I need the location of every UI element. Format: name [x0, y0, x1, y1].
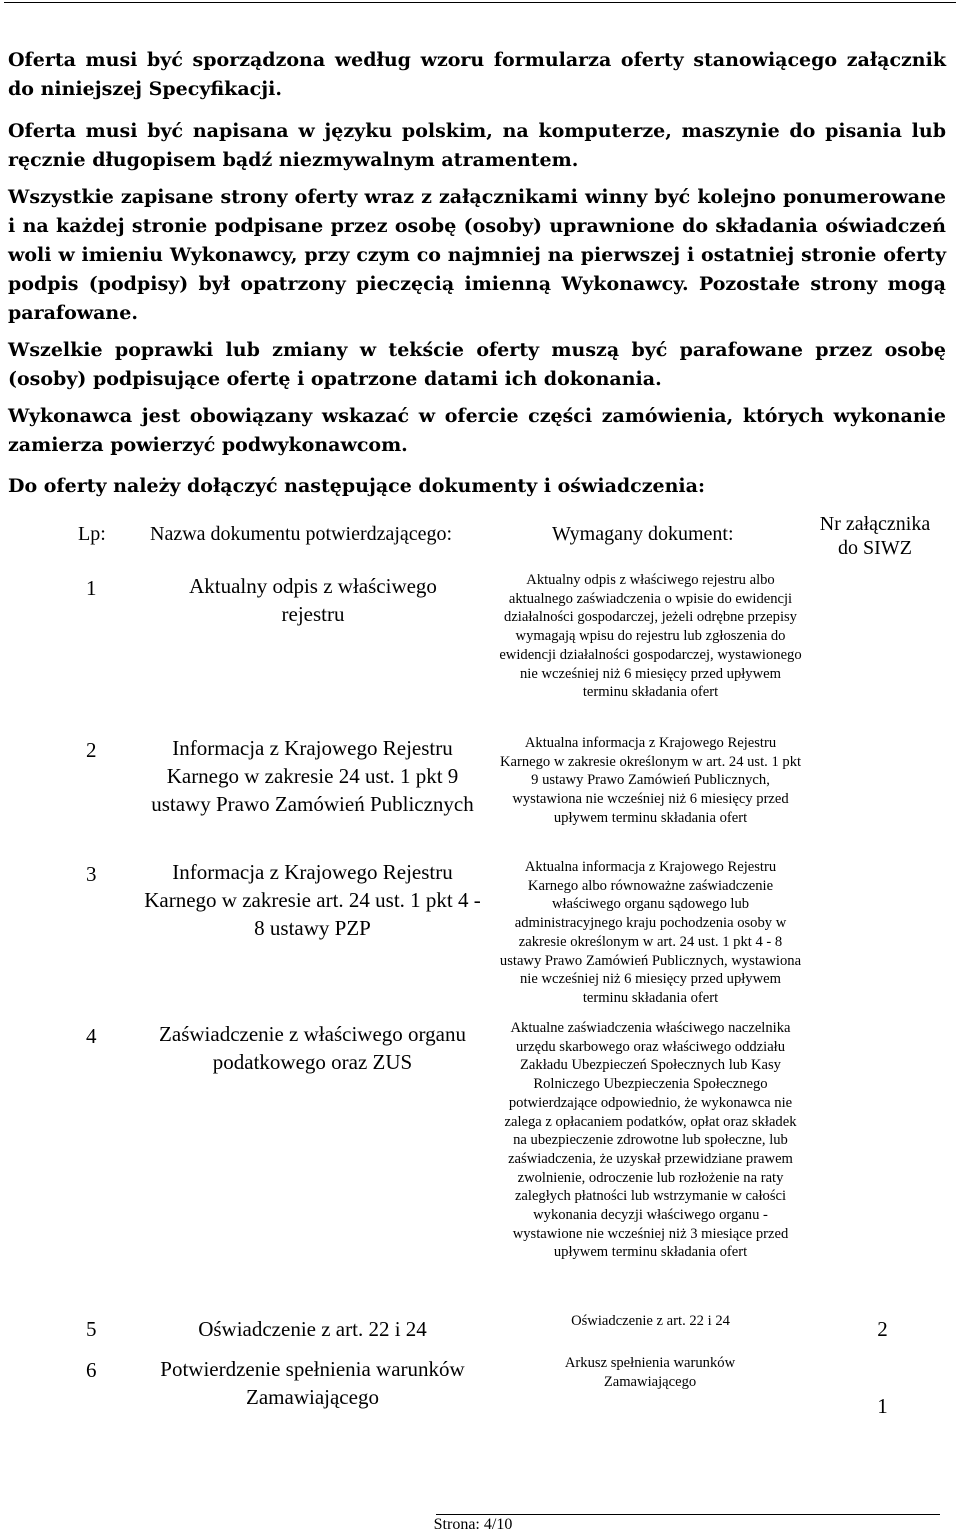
- paragraph-subcontractors: Wykonawca jest obowiązany wskazać w ofercie części zamówienia, których wykonanie zamierza powierzyć podwykonawcom.: [8, 405, 946, 456]
- row-annex-number: 1: [877, 1394, 888, 1418]
- row-number: 4: [86, 1024, 97, 1048]
- row-annex-number: 2: [877, 1317, 888, 1341]
- paragraph-page-numbering: Wszystkie zapisane strony oferty wraz z załącznikami winny być kolejno ponumerowane i na każdej stronie podpisane przez osobę (osoby) uprawnione do składania oświadczeń woli w imieniu Wykonawcy, przy czym co najmniej na pierwszej i ostatniej stronie oferty podpis (podpisy) był opatrzony pieczęcią imienną Wykonawcy. Pozostałe strony mogą parafowane.: [8, 186, 946, 324]
- header-document-name: Nazwa dokumentu potwierdzającego:: [150, 523, 453, 545]
- row-document-name: Informacja z Krajowego Rejestru Karnego w zakresie 24 ust. 1 pkt 9 ustawy Prawo Zamówień Publicznych: [151, 736, 474, 816]
- row-required-document: Arkusz spełnienia warunków Zamawiającego: [564, 1355, 736, 1390]
- paragraph-form-template: Oferta musi być sporządzona według wzoru formularza oferty stanowiącego załącznik do niniejszej Specyfikacji.: [8, 49, 946, 100]
- row-document-name: Aktualny odpis z właściwego rejestru: [189, 574, 437, 626]
- row-document-name: Zaświadczenie z właściwego organu podatkowego oraz ZUS: [159, 1022, 466, 1074]
- row-document-name: Informacja z Krajowego Rejestru Karnego w zakresie art. 24 ust. 1 pkt 4 - 8 ustawy PZP: [144, 860, 481, 940]
- row-required-document: Oświadczenie z art. 22 i 24: [571, 1313, 730, 1329]
- header-annex-number: Nr załącznika do SIWZ: [819, 513, 931, 559]
- page-number: Strona: 4/10: [433, 1516, 513, 1533]
- row-number: 5: [86, 1317, 97, 1341]
- row-required-document: Aktualny odpis z właściwego rejestru albo aktualnego zaświadczenia o wpisie do ewidencji działalności gospodarczej, jeżeli odrębne przepisy wymagają wpisu do rejestru lub zgłoszenia do ewidencji działalności gospodarczej, wystawionego nie wcześniej niż 6 miesięcy przed upływem terminu składania ofert: [499, 572, 802, 701]
- row-number: 6: [86, 1358, 97, 1382]
- row-number: 2: [86, 738, 97, 762]
- row-document-name: Oświadczenie z art. 22 i 24: [198, 1317, 427, 1341]
- row-number: 3: [86, 862, 97, 886]
- header-lp: Lp:: [78, 523, 106, 545]
- paragraph-documents-intro: Do oferty należy dołączyć następujące dokumenty i oświadczenia:: [8, 475, 705, 497]
- row-required-document: Aktualna informacja z Krajowego Rejestru Karnego w zakresie określonym w art. 24 ust. 1 pkt 9 ustawy Prawo Zamówień Publicznych, wystawiona nie wcześniej niż 6 miesięcy przed upływem terminu składania ofert: [499, 735, 802, 826]
- row-number: 1: [86, 576, 97, 600]
- paragraph-corrections: Wszelkie poprawki lub zmiany w tekście oferty muszą być parafowane przez osobę (osoby) podpisujące ofertę i opatrzone datami ich dokonania.: [8, 339, 946, 390]
- row-required-document: Aktualne zaświadczenia właściwego naczelnika urzędu skarbowego oraz właściwego oddziału Zakładu Ubezpieczeń Społecznych lub Kasy Rolniczego Ubezpieczenia Społecznego potwierdzające odpowiednio, że wykonawca nie zalega z opłacaniem podatków, opłat oraz składek na ubezpieczenie zdrowotne lub społeczne, lub zaświadczenia, że uzyskał przewidziane prawem zwolnienie, odroczenie lub rozłożenie na raty zaległych płatności lub wstrzymanie w całości wykonania decyzji właściwego organu - wystawione nie wcześniej niż 3 miesiące przed upływem terminu składania ofert: [504, 1020, 797, 1261]
- top-rule: [4, 2, 956, 3]
- paragraph-language: Oferta musi być napisana w języku polskim, na komputerze, maszynie do pisania lub ręcznie długopisem bądź niezmywalnym atramentem.: [8, 120, 946, 171]
- header-required-document: Wymagany dokument:: [552, 523, 734, 545]
- row-required-document: Aktualna informacja z Krajowego Rejestru Karnego albo równoważne zaświadczenie właściwego organu sądowego lub administracyjnego kraju pochodzenia osoby w zakresie określonym w art. 24 ust. 1 pkt 4 - 8 ustawy Prawo Zamówień Publicznych, wystawiona nie wcześniej niż 6 miesięcy przed upływem terminu składania ofert: [499, 859, 802, 1006]
- row-document-name: Potwierdzenie spełnienia warunków Zamawiającego: [160, 1357, 465, 1409]
